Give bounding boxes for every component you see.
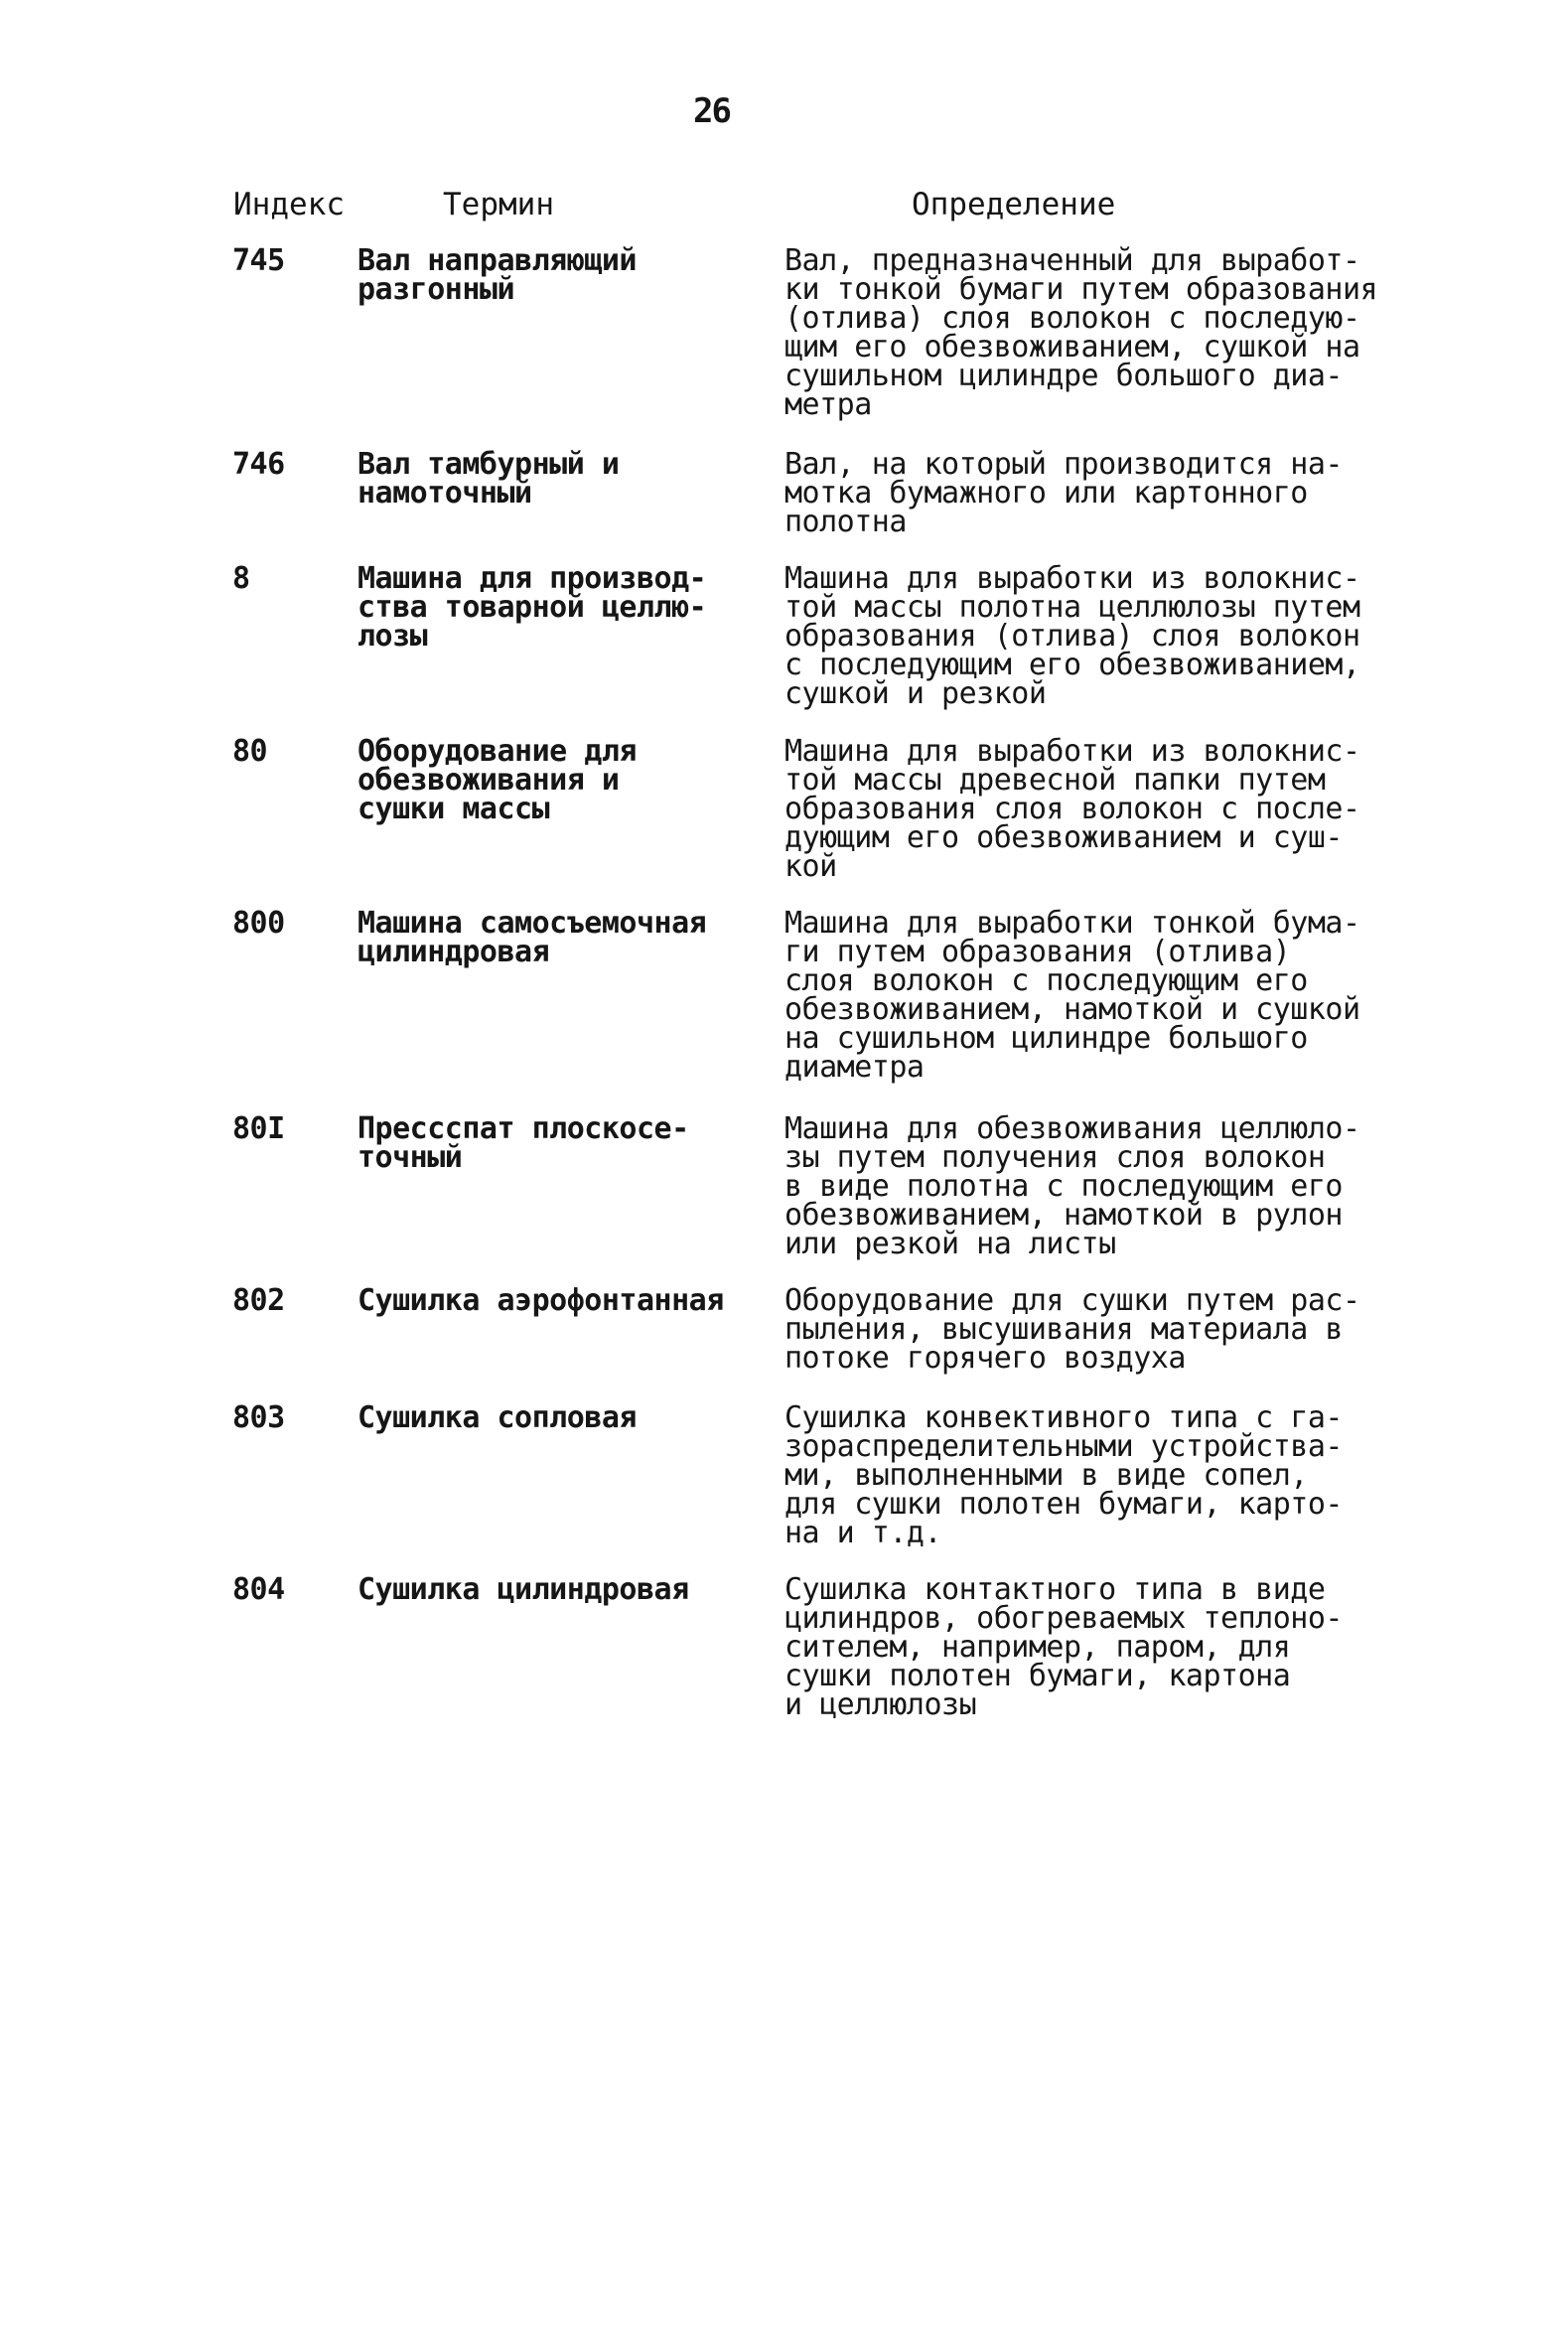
header-term: Термин bbox=[443, 187, 554, 222]
table-row bbox=[0, 906, 1568, 1114]
table-row bbox=[0, 561, 1568, 737]
table-row bbox=[0, 1572, 1568, 1734]
entry-definition: Вал, предназначенный для выработ- ки тонкой бумаги путем образования (отлива) слоя волокон с последую- щим его обезвоживанием, сушкой на сушильном цилиндре большого диа- метра bbox=[784, 243, 1378, 422]
entry-index: 803 bbox=[232, 1400, 285, 1435]
entry-index: 746 bbox=[232, 447, 285, 482]
table-row bbox=[0, 1283, 1568, 1403]
entry-term: Машина самосъемочная цилиндровая bbox=[357, 906, 707, 969]
entry-term: Сушилка цилиндровая bbox=[357, 1572, 689, 1607]
entry-term: Оборудование для обезвоживания и сушки массы bbox=[357, 734, 637, 826]
table-row bbox=[0, 1400, 1568, 1575]
entry-term: Вал направляющий разгонный bbox=[357, 243, 637, 307]
entry-index: 80I bbox=[232, 1111, 285, 1146]
entry-index: 745 bbox=[232, 243, 285, 278]
entry-index: 80 bbox=[232, 734, 268, 769]
entry-definition: Оборудование для сушки путем рас- пыления, высушивания материала в потоке горячего воздуха bbox=[784, 1283, 1360, 1376]
entry-index: 804 bbox=[232, 1572, 285, 1607]
header-index: Индекс bbox=[233, 187, 345, 222]
entry-term: Машина для производ- ства товарной целлю- лозы bbox=[357, 561, 707, 654]
entry-index: 800 bbox=[232, 906, 285, 941]
entry-definition: Вал, на который производится на- мотка бумажного или картонного полотна bbox=[784, 447, 1343, 539]
page-number: 26 bbox=[693, 91, 730, 131]
table-row bbox=[0, 447, 1568, 564]
entry-term: Вал тамбурный и намоточный bbox=[357, 447, 620, 511]
entry-definition: Машина для выработки тонкой бума- ги путем образования (отлива) слоя волокон с последующим его обезвоживанием, намоткой и сушкой на сушильном цилиндре большого диаметра bbox=[784, 906, 1360, 1085]
entry-index: 802 bbox=[232, 1283, 285, 1318]
entry-definition: Сушилка конвективного типа с га- зораспределительными устройства- ми, выполненными в виде сопел, для сушки полотен бумаги, карто- на и т.д. bbox=[784, 1400, 1343, 1550]
entry-definition: Машина для выработки из волокнис- той массы полотна целлюлозы путем образования (отлива) слоя волокон с последующим его обезвоживанием, сушкой и резкой bbox=[784, 561, 1360, 711]
table-row bbox=[0, 734, 1568, 909]
entry-term: Сушилка сопловая bbox=[357, 1400, 637, 1435]
entry-term: Сушилка аэрофонтанная bbox=[357, 1283, 724, 1318]
table-row bbox=[0, 1111, 1568, 1286]
term-table bbox=[0, 243, 1568, 1734]
table-header bbox=[0, 187, 1568, 236]
header-definition: Определение bbox=[912, 187, 1116, 222]
table-row bbox=[0, 243, 1568, 450]
entry-definition: Машина для обезвоживания целлюло- зы путем получения слоя волокон в виде полотна с последующим его обезвоживанием, намоткой в рулон или резкой на листы bbox=[784, 1111, 1360, 1261]
entry-term: Прессспат плоскосе- точный bbox=[357, 1111, 689, 1175]
entry-definition: Машина для выработки из волокнис- той массы древесной папки путем образования слоя волокон с после- дующим его обезвоживанием и суш- кой bbox=[784, 734, 1360, 884]
entry-index: 8 bbox=[232, 561, 250, 596]
entry-definition: Сушилка контактного типа в виде цилиндров, обогреваемых теплоно- сителем, например, паром, для сушки полотен бумаги, картона и целлюлозы bbox=[784, 1572, 1343, 1722]
